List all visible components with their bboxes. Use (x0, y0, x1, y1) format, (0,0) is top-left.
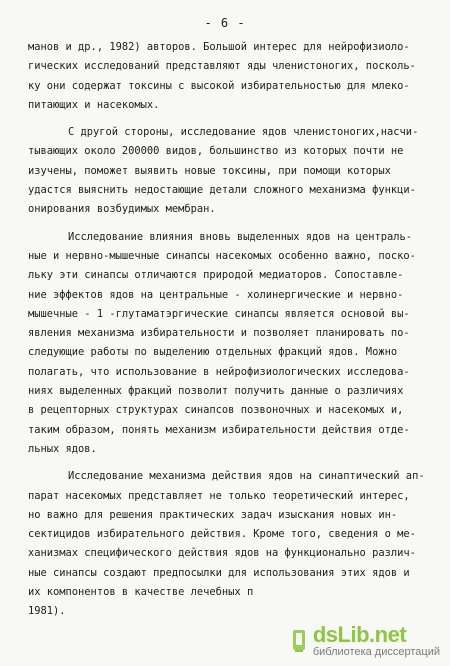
text-line: их компонентов в качестве лечебных п (28, 586, 254, 599)
paragraph-gap (28, 115, 430, 123)
text-line: С другой стороны, исследование ядов членистоногих,насчи- (68, 126, 419, 139)
text-line: онирования возбудимых мембран. (28, 203, 216, 216)
text-line: льных ядов. (28, 442, 97, 455)
text-line: льку эти синапсы отличаются природой медиаторов. Сопоставле- (28, 269, 404, 282)
watermark-subtitle: библиотека диссертаций (312, 646, 440, 658)
text-line: Исследование влияния вновь выделенных ядов на централь- (68, 230, 413, 243)
dslib-watermark (291, 624, 440, 658)
watermark-brand-main: dsLib (312, 622, 370, 647)
text-line: питающих и насекомых. (28, 98, 160, 111)
text-line: полагать, что использование в нейрофизиологических исследова- (28, 365, 410, 378)
text-line: Исследование механизма действия ядов на синаптический ап- (68, 470, 425, 483)
paragraph-gap (28, 459, 430, 467)
paragraph-gap (28, 220, 430, 228)
watermark-brand (313, 624, 440, 646)
text-line: ханизмах специфического действия ядов на функционально различ- (28, 547, 416, 560)
text-line: но важно для решения практических задач изыскания новых ин- (28, 508, 398, 521)
watermark-text (313, 624, 440, 658)
watermark-brand-suffix: .net (369, 622, 407, 647)
text-line: удастся выяснить недостающие детали сложного механизма функци- (28, 184, 416, 197)
text-line: следующие работы по выделению отдельных фракций ядов. Можно (28, 346, 398, 359)
text-line: гических исследований представляют яды членистоногих, посколь- (28, 60, 416, 73)
text-line: ные синапсы создают предпосылки для использования этих ядов и (28, 566, 410, 579)
body-text (28, 38, 430, 622)
text-line: сектицидов избирательного действия. Кроме того, сведения о ме- (28, 528, 416, 541)
text-line: в рецепторных структурах синапсов позвоночных и насекомых и, (28, 404, 404, 417)
text-line: манов и др., 1982) авторов. Большой интерес для нейрофизиоло- (28, 41, 410, 53)
text-line: ные и нервно-мышечные синапсы насекомых особенно важно, поско- (28, 249, 416, 262)
dslib-logo-icon (291, 628, 309, 654)
text-line: тывающих около 200000 видов, большинство из которых почти не (28, 145, 404, 158)
text-line: мышечные - 1 -глутаматэргические синапсы является основой вы- (28, 307, 410, 320)
text-line: изучены, поможет выявить новые токсины, при помощи которых (28, 164, 391, 177)
text-line: ние эффектов ядов на центральные - холинергические и нервно- (28, 288, 404, 301)
text-line: явления механизма избирательности и позволяет планировать по- (28, 327, 410, 340)
text-line: ниях выделенных фракций позволит получить данные о различиях (28, 385, 404, 398)
text-line: таким образом, понять механизм избирательности действия отде- (28, 423, 410, 436)
text-line: парат насекомых представляет не только теоретический интерес, (28, 489, 410, 502)
page-number: - 6 - (204, 16, 246, 30)
text-line: 1981). (28, 605, 66, 618)
text-line: ку они содержат токсины с высокой избирательностью для млеко- (28, 79, 410, 92)
